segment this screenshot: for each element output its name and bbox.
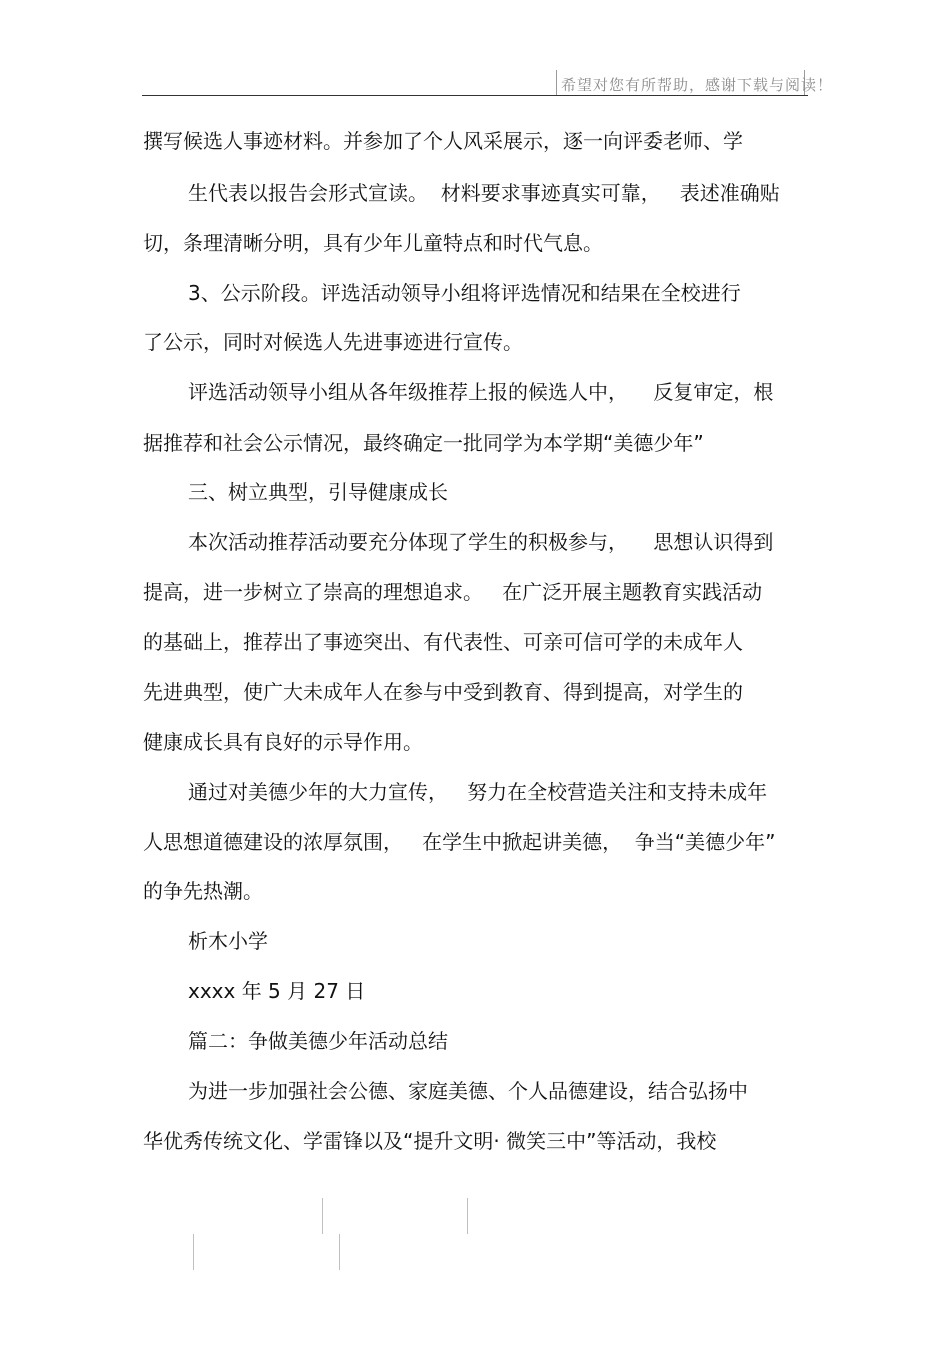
text-line: 切，条理清晰分明，具有少年儿童特点和时代气息。 — [143, 231, 603, 255]
article-title: 篇二：争做美德少年活动总结 — [188, 1029, 448, 1053]
text-line: 为进一步加强社会公德、家庭美德、个人品德建设，结合弘扬中 — [188, 1079, 748, 1103]
signature-school: 析木小学 — [188, 929, 268, 953]
scan-mark — [322, 1198, 323, 1234]
text-line: 华优秀传统文化、学雷锋以及“提升文明· 微笑三中”等活动，我校 — [143, 1129, 717, 1153]
text-line: 了公示，同时对候选人先进事迹进行宣传。 — [143, 330, 523, 354]
text-line: 提高，进一步树立了崇高的理想追求。 在广泛开展主题教育实践活动 — [143, 580, 763, 604]
text-line: 评选活动领导小组从各年级推荐上报的候选人中， 反复审定，根 — [188, 380, 774, 404]
text-line: 本次活动推荐活动要充分体现了学生的积极参与， 思想认识得到 — [188, 530, 774, 554]
text-line: 先进典型，使广大未成年人在参与中受到教育、得到提高，对学生的 — [143, 680, 743, 704]
text-line: 据推荐和社会公示情况，最终确定一批同学为本学期“美德少年” — [143, 431, 704, 455]
text-line: 撰写候选人事迹材料。并参加了个人风采展示，逐一向评委老师、学 — [143, 129, 743, 153]
text-line: 健康成长具有良好的示导作用。 — [143, 730, 423, 754]
text-line: 的基础上，推荐出了事迹突出、有代表性、可亲可信可学的未成年人 — [143, 630, 743, 654]
text-line: 生代表以报告会形式宣读。 材料要求事迹真实可靠， 表述准确贴 — [188, 181, 780, 205]
scan-mark — [467, 1198, 468, 1234]
signature-date: xxxx 年 5 月 27 日 — [188, 979, 366, 1003]
header-tagline: 希望对您有所帮助，感谢下载与阅读！ — [561, 76, 834, 94]
text-line: 通过对美德少年的大力宣传， 努力在全校营造关注和支持未成年 — [188, 780, 768, 804]
scan-mark — [193, 1234, 194, 1270]
scan-mark — [339, 1234, 340, 1270]
text-line: 人思想道德建设的浓厚氛围， 在学生中掀起讲美德， 争当“美德少年” — [143, 830, 776, 854]
section-heading: 三、树立典型，引导健康成长 — [188, 480, 448, 504]
header-rule — [142, 95, 808, 96]
text-line: 的争先热潮。 — [143, 879, 263, 903]
text-line: 3、公示阶段。评选活动领导小组将评选情况和结果在全校进行 — [188, 281, 741, 305]
